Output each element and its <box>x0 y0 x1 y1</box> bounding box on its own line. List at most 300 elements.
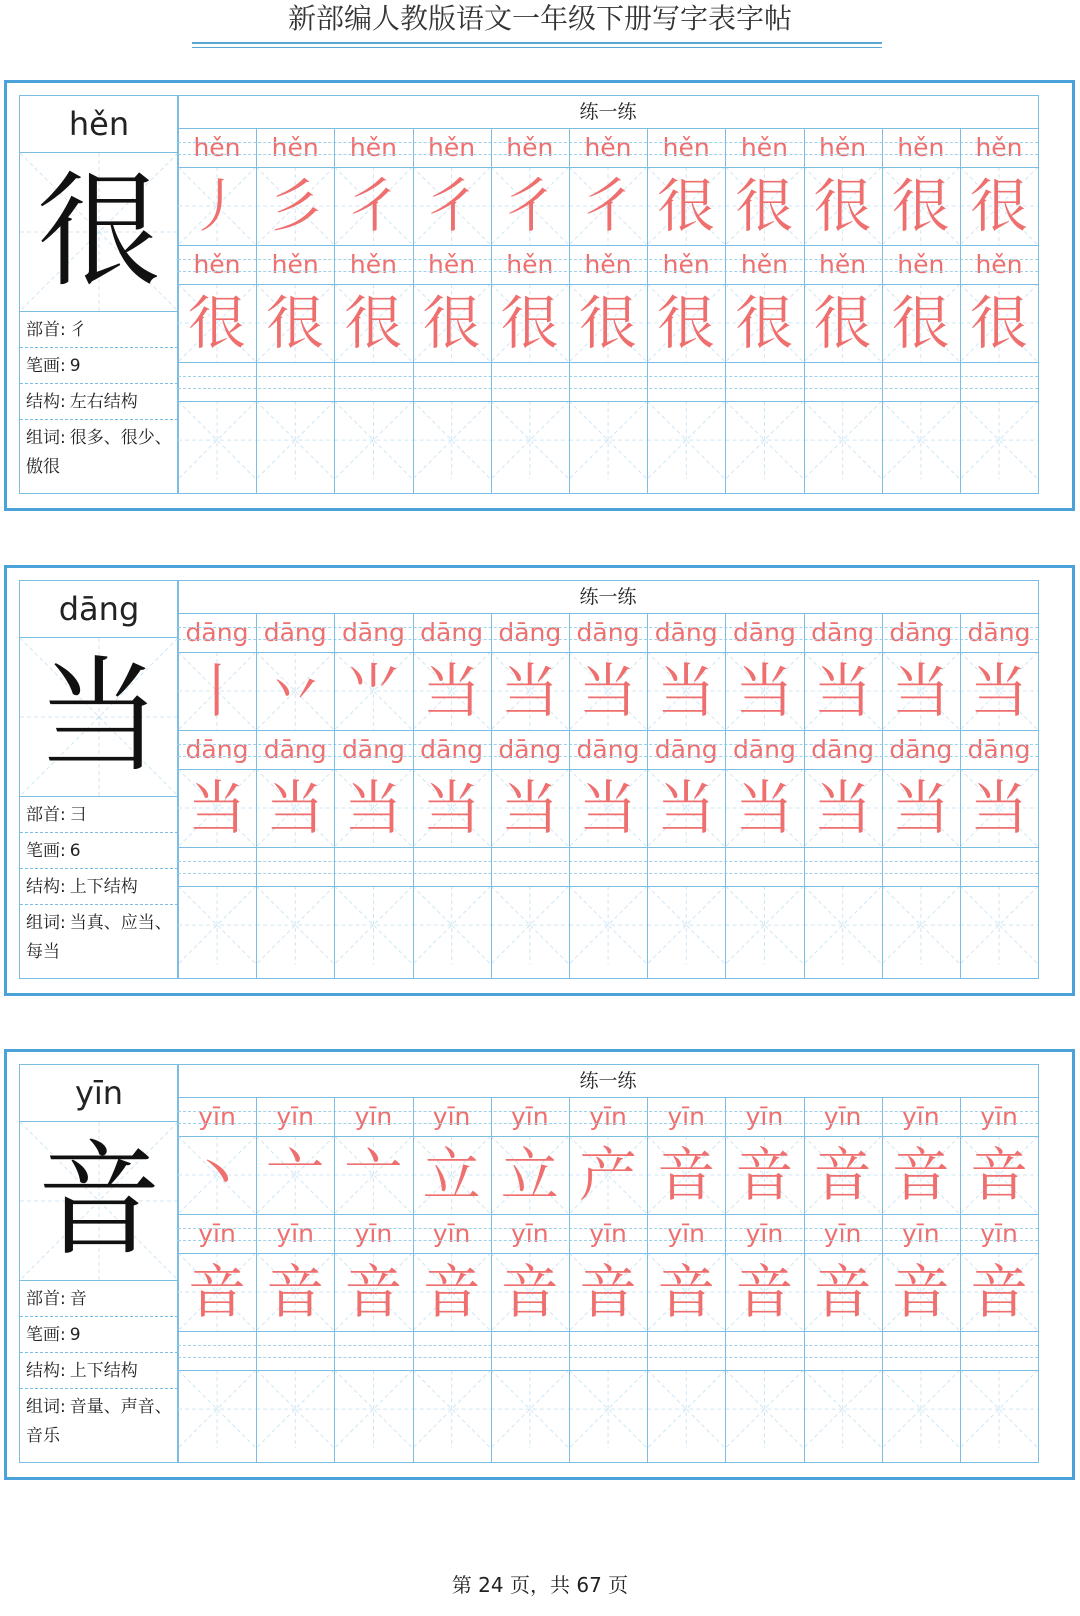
character-trace: 音 <box>891 1258 950 1326</box>
character-trace: 很 <box>969 289 1028 357</box>
character-trace: 很 <box>813 289 872 357</box>
pinyin-trace: dāng <box>967 618 1031 647</box>
pinyin-guide-line <box>178 744 1038 745</box>
blank-writing-cell[interactable] <box>334 401 412 493</box>
main-pinyin: dāng <box>20 581 178 638</box>
stroke-order-trace: 音 <box>657 1141 716 1209</box>
pinyin-trace: dāng <box>732 735 796 764</box>
character-trace: 当 <box>422 774 481 842</box>
blank-writing-cell[interactable] <box>569 886 647 978</box>
stroke-order-trace: 丨 <box>187 657 246 725</box>
character-block <box>4 80 1075 511</box>
blank-pinyin-cell[interactable] <box>804 848 882 886</box>
pinyin-guide-line <box>178 756 1038 757</box>
structure-info <box>20 384 178 420</box>
character-trace: 音 <box>578 1258 637 1326</box>
pinyin-guide-line <box>178 388 1038 389</box>
main-character-cell <box>20 638 178 797</box>
pinyin-guide-line <box>178 1111 1038 1112</box>
stroke-order-trace: 丶 <box>187 1141 246 1209</box>
blank-pinyin-cell[interactable] <box>725 1332 803 1370</box>
pinyin-trace: dāng <box>967 735 1031 764</box>
blank-writing-cell[interactable] <box>256 1370 334 1462</box>
pinyin-trace: yīn <box>511 1219 549 1248</box>
radical-info-label: 部首: <box>26 805 66 825</box>
pinyin-trace: dāng <box>576 735 640 764</box>
stroke-order-trace: 丷 <box>266 657 325 725</box>
blank-writing-cell[interactable] <box>256 401 334 493</box>
column-divider <box>256 614 257 978</box>
words-info <box>20 905 178 979</box>
character-trace: 音 <box>344 1258 403 1326</box>
pinyin-trace: dāng <box>811 735 875 764</box>
character-trace: 音 <box>266 1258 325 1326</box>
pinyin-trace: hěn <box>193 133 241 162</box>
blank-pinyin-cell[interactable] <box>491 1332 569 1370</box>
practice-grid <box>177 580 1039 979</box>
column-divider <box>569 129 570 493</box>
pinyin-guide-line <box>178 627 1038 628</box>
blank-pinyin-cell[interactable] <box>804 363 882 401</box>
blank-pinyin-cell[interactable] <box>413 1332 491 1370</box>
pinyin-trace: hěn <box>584 250 632 279</box>
character-block <box>4 565 1075 996</box>
structure-info-label: 结构: <box>26 392 66 412</box>
stroke-order-trace: 很 <box>969 172 1028 240</box>
stroke-order-trace: 音 <box>891 1141 950 1209</box>
character-trace: 当 <box>813 774 872 842</box>
blank-writing-cell[interactable] <box>647 1370 725 1462</box>
column-divider <box>725 129 726 493</box>
blank-writing-cell[interactable] <box>491 1370 569 1462</box>
column-divider <box>960 1098 961 1462</box>
pinyin-trace: yīn <box>667 1219 705 1248</box>
blank-pinyin-cell[interactable] <box>960 1332 1038 1370</box>
stroke-order-trace: 亠 <box>344 1141 403 1209</box>
pinyin-trace: hěn <box>897 133 945 162</box>
pinyin-trace: hěn <box>662 250 710 279</box>
column-divider <box>647 614 648 978</box>
main-character-cell <box>20 153 178 312</box>
blank-pinyin-cell[interactable] <box>178 363 256 401</box>
pinyin-trace: dāng <box>889 735 953 764</box>
pinyin-trace: hěn <box>740 250 788 279</box>
column-divider <box>413 614 414 978</box>
stroke-order-trace: 彳 <box>500 172 559 240</box>
stroke-order-trace: 丿 <box>187 172 246 240</box>
column-divider <box>334 614 335 978</box>
radical-info-label: 部首: <box>26 320 66 340</box>
column-divider <box>413 1098 414 1462</box>
character-info-panel <box>19 580 179 979</box>
blank-writing-cell[interactable] <box>647 886 725 978</box>
page-number: 第 24 页，共 67 页 <box>451 1573 629 1597</box>
pinyin-trace: dāng <box>341 735 405 764</box>
column-divider <box>569 1098 570 1462</box>
pinyin-trace: yīn <box>198 1102 236 1131</box>
main-character-cell <box>20 1122 178 1281</box>
character-trace: 音 <box>422 1258 481 1326</box>
pinyin-guide-line <box>178 1357 1038 1358</box>
character-info-panel <box>19 1064 179 1463</box>
pinyin-trace: dāng <box>654 735 718 764</box>
blank-pinyin-cell[interactable] <box>882 848 960 886</box>
pinyin-trace: dāng <box>889 618 953 647</box>
blank-pinyin-cell[interactable] <box>178 1332 256 1370</box>
character-trace: 当 <box>969 774 1028 842</box>
character-trace: 当 <box>578 774 637 842</box>
blank-writing-cell[interactable] <box>725 886 803 978</box>
column-divider <box>882 614 883 978</box>
pinyin-trace: hěn <box>349 250 397 279</box>
blank-pinyin-cell[interactable] <box>569 848 647 886</box>
blank-pinyin-cell[interactable] <box>491 848 569 886</box>
pinyin-trace: yīn <box>902 1102 940 1131</box>
radical-info-label: 部首: <box>26 1289 66 1309</box>
stroke-order-trace: ⺌ <box>344 657 403 725</box>
stroke-order-trace: 当 <box>657 657 716 725</box>
blank-writing-cell[interactable] <box>569 1370 647 1462</box>
blank-writing-cell[interactable] <box>882 886 960 978</box>
stroke-order-trace: 很 <box>735 172 794 240</box>
column-divider <box>960 129 961 493</box>
character-trace: 音 <box>735 1258 794 1326</box>
stroke-order-trace: 音 <box>735 1141 794 1209</box>
radical-info <box>20 1281 178 1317</box>
pinyin-trace: hěn <box>428 133 476 162</box>
character-info-panel <box>19 95 179 494</box>
stroke-order-trace: 立 <box>422 1141 481 1209</box>
blank-writing-cell[interactable] <box>256 886 334 978</box>
character-trace: 很 <box>187 289 246 357</box>
character-trace: 当 <box>187 774 246 842</box>
column-divider <box>804 1098 805 1462</box>
practice-heading: 练一练 <box>178 581 1038 614</box>
stroke-order-trace: 很 <box>891 172 950 240</box>
column-divider <box>256 129 257 493</box>
stroke-order-trace: 当 <box>578 657 637 725</box>
column-divider <box>882 1098 883 1462</box>
main-pinyin: hěn <box>20 96 178 153</box>
pinyin-trace: yīn <box>276 1102 314 1131</box>
character-block <box>4 1049 1075 1480</box>
blank-writing-cell[interactable] <box>413 401 491 493</box>
pinyin-trace: yīn <box>354 1219 393 1248</box>
blank-writing-cell[interactable] <box>178 401 256 493</box>
blank-pinyin-cell[interactable] <box>334 363 412 401</box>
pinyin-trace: yīn <box>589 1219 627 1248</box>
pinyin-trace: dāng <box>654 618 718 647</box>
pinyin-trace: dāng <box>498 618 562 647</box>
stroke-count-info <box>20 348 178 384</box>
character-trace: 很 <box>266 289 325 357</box>
blank-pinyin-cell[interactable] <box>725 848 803 886</box>
pinyin-guide-line <box>178 1123 1038 1124</box>
character-trace: 很 <box>735 289 794 357</box>
blank-pinyin-cell[interactable] <box>256 1332 334 1370</box>
pinyin-trace: yīn <box>432 1102 471 1131</box>
pinyin-trace: dāng <box>811 618 875 647</box>
stroke-count-info <box>20 833 178 869</box>
blank-pinyin-cell[interactable] <box>413 848 491 886</box>
structure-info-value: 左右结构 <box>69 392 138 412</box>
pinyin-trace: hěn <box>428 250 476 279</box>
column-divider <box>334 129 335 493</box>
blank-writing-cell[interactable] <box>491 886 569 978</box>
pinyin-trace: hěn <box>271 133 319 162</box>
structure-info-value: 上下结构 <box>69 877 138 897</box>
radical-info-value: 音 <box>69 1289 87 1309</box>
column-divider <box>491 614 492 978</box>
character-trace: 音 <box>657 1258 716 1326</box>
pinyin-trace: hěn <box>193 250 241 279</box>
pinyin-guide-line <box>178 1240 1038 1241</box>
blank-writing-cell[interactable] <box>334 886 412 978</box>
blank-writing-cell[interactable] <box>960 886 1038 978</box>
pinyin-trace: yīn <box>745 1219 784 1248</box>
main-character: 音 <box>36 1129 161 1273</box>
stroke-order-trace: 当 <box>969 657 1028 725</box>
stroke-count-info-label: 笔画: <box>26 1325 66 1345</box>
stroke-order-trace: 立 <box>500 1141 559 1209</box>
pinyin-trace: hěn <box>819 250 867 279</box>
blank-writing-cell[interactable] <box>882 1370 960 1462</box>
main-pinyin: yīn <box>20 1065 178 1122</box>
practice-heading: 练一练 <box>178 1065 1038 1098</box>
pinyin-trace: yīn <box>823 1102 862 1131</box>
column-divider <box>960 614 961 978</box>
practice-heading: 练一练 <box>178 96 1038 129</box>
words-value: 很多、很少、傲很 <box>26 428 172 477</box>
character-trace: 当 <box>657 774 716 842</box>
words-label: 组词: <box>26 1397 66 1417</box>
character-trace: 当 <box>500 774 559 842</box>
pinyin-trace: dāng <box>341 618 405 647</box>
blank-pinyin-cell[interactable] <box>491 363 569 401</box>
stroke-count-info-value: 9 <box>69 1325 81 1345</box>
blank-pinyin-cell[interactable] <box>413 363 491 401</box>
stroke-order-trace: 很 <box>813 172 872 240</box>
blank-pinyin-cell[interactable] <box>256 363 334 401</box>
column-divider <box>804 614 805 978</box>
character-trace: 很 <box>657 289 716 357</box>
blank-writing-cell[interactable] <box>413 886 491 978</box>
blank-pinyin-cell[interactable] <box>647 1332 725 1370</box>
radical-info-value: 彐 <box>69 805 87 825</box>
column-divider <box>491 129 492 493</box>
pinyin-trace: yīn <box>667 1102 705 1131</box>
blank-pinyin-cell[interactable] <box>725 363 803 401</box>
pinyin-trace: dāng <box>263 618 327 647</box>
pinyin-trace: hěn <box>975 133 1023 162</box>
main-character: 当 <box>36 645 161 789</box>
words-value: 音量、声音、音乐 <box>26 1397 172 1446</box>
character-trace: 音 <box>187 1258 246 1326</box>
column-divider <box>647 129 648 493</box>
stroke-count-info <box>20 1317 178 1353</box>
pinyin-guide-line <box>178 1345 1038 1346</box>
pinyin-trace: yīn <box>902 1219 940 1248</box>
pinyin-trace: yīn <box>980 1102 1018 1131</box>
stroke-order-trace: 彳 <box>344 172 403 240</box>
pinyin-trace: yīn <box>745 1102 784 1131</box>
pinyin-trace: hěn <box>506 133 554 162</box>
column-divider <box>882 129 883 493</box>
practice-grid <box>177 95 1039 494</box>
pinyin-trace: yīn <box>354 1102 393 1131</box>
blank-writing-cell[interactable] <box>178 886 256 978</box>
stroke-order-trace: 当 <box>500 657 559 725</box>
structure-info-label: 结构: <box>26 877 66 897</box>
pinyin-trace: dāng <box>420 618 484 647</box>
pinyin-trace: hěn <box>271 250 319 279</box>
character-trace: 当 <box>344 774 403 842</box>
character-trace: 很 <box>500 289 559 357</box>
blank-pinyin-cell[interactable] <box>882 363 960 401</box>
blank-pinyin-cell[interactable] <box>178 848 256 886</box>
pinyin-trace: yīn <box>432 1219 471 1248</box>
blank-pinyin-cell[interactable] <box>256 848 334 886</box>
radical-info <box>20 797 178 833</box>
radical-info-value: 彳 <box>69 320 87 340</box>
stroke-order-trace: 当 <box>813 657 872 725</box>
stroke-order-trace: 音 <box>969 1141 1028 1209</box>
pinyin-guide-line <box>178 861 1038 862</box>
column-divider <box>647 1098 648 1462</box>
pinyin-trace: hěn <box>740 133 788 162</box>
structure-info <box>20 869 178 905</box>
stroke-count-info-label: 笔画: <box>26 356 66 376</box>
blank-writing-cell[interactable] <box>960 1370 1038 1462</box>
pinyin-trace: dāng <box>498 735 562 764</box>
character-trace: 很 <box>578 289 637 357</box>
blank-pinyin-cell[interactable] <box>334 1332 412 1370</box>
blank-writing-cell[interactable] <box>413 1370 491 1462</box>
stroke-count-info-value: 9 <box>69 356 81 376</box>
blank-pinyin-cell[interactable] <box>804 1332 882 1370</box>
pinyin-trace: hěn <box>897 250 945 279</box>
words-value: 当真、应当、每当 <box>26 913 172 962</box>
title-underline <box>192 42 882 44</box>
character-trace: 音 <box>500 1258 559 1326</box>
blank-writing-cell[interactable] <box>804 401 882 493</box>
stroke-order-trace: 彳 <box>578 172 637 240</box>
stroke-order-trace: 音 <box>813 1141 872 1209</box>
stroke-count-info-value: 6 <box>69 841 81 861</box>
pinyin-trace: dāng <box>185 618 249 647</box>
column-divider <box>725 1098 726 1462</box>
blank-writing-cell[interactable] <box>804 886 882 978</box>
pinyin-trace: yīn <box>511 1102 549 1131</box>
page-title: 新部编人教版语文一年级下册写字表字帖 <box>287 2 792 35</box>
pinyin-guide-line <box>178 1228 1038 1229</box>
column-divider <box>491 1098 492 1462</box>
blank-writing-cell[interactable] <box>882 401 960 493</box>
character-trace: 音 <box>813 1258 872 1326</box>
stroke-order-trace: 彳 <box>422 172 481 240</box>
stroke-order-trace: 亠 <box>266 1141 325 1209</box>
pinyin-guide-line <box>178 271 1038 272</box>
words-label: 组词: <box>26 913 66 933</box>
blank-writing-cell[interactable] <box>569 401 647 493</box>
pinyin-trace: yīn <box>276 1219 314 1248</box>
structure-info-label: 结构: <box>26 1361 66 1381</box>
pinyin-guide-line <box>178 873 1038 874</box>
blank-pinyin-cell[interactable] <box>334 848 412 886</box>
blank-writing-cell[interactable] <box>725 401 803 493</box>
stroke-order-trace: 很 <box>657 172 716 240</box>
pinyin-trace: hěn <box>584 133 632 162</box>
pinyin-guide-line <box>178 142 1038 143</box>
stroke-order-trace: 当 <box>891 657 950 725</box>
blank-writing-cell[interactable] <box>491 401 569 493</box>
blank-writing-cell[interactable] <box>725 1370 803 1462</box>
column-divider <box>256 1098 257 1462</box>
column-divider <box>569 614 570 978</box>
stroke-order-trace: 产 <box>578 1141 637 1209</box>
blank-pinyin-cell[interactable] <box>882 1332 960 1370</box>
blank-pinyin-cell[interactable] <box>569 1332 647 1370</box>
pinyin-trace: yīn <box>198 1219 236 1248</box>
pinyin-trace: hěn <box>975 250 1023 279</box>
pinyin-trace: hěn <box>349 133 397 162</box>
blank-writing-cell[interactable] <box>647 401 725 493</box>
blank-pinyin-cell[interactable] <box>647 363 725 401</box>
pinyin-trace: dāng <box>732 618 796 647</box>
pinyin-guide-line <box>178 154 1038 155</box>
pinyin-guide-line <box>178 259 1038 260</box>
pinyin-trace: yīn <box>589 1102 627 1131</box>
pinyin-guide-line <box>178 639 1038 640</box>
character-trace: 很 <box>344 289 403 357</box>
words-label: 组词: <box>26 428 66 448</box>
practice-grid <box>177 1064 1039 1463</box>
blank-writing-cell[interactable] <box>334 1370 412 1462</box>
pinyin-trace: dāng <box>420 735 484 764</box>
blank-pinyin-cell[interactable] <box>960 363 1038 401</box>
stroke-order-trace: 彡 <box>266 172 325 240</box>
blank-writing-cell[interactable] <box>804 1370 882 1462</box>
pinyin-trace: hěn <box>506 250 554 279</box>
column-divider <box>804 129 805 493</box>
character-trace: 很 <box>422 289 481 357</box>
title-underline-thin <box>192 47 882 48</box>
pinyin-trace: hěn <box>662 133 710 162</box>
blank-pinyin-cell[interactable] <box>960 848 1038 886</box>
blank-pinyin-cell[interactable] <box>647 848 725 886</box>
stroke-order-trace: 当 <box>735 657 794 725</box>
pinyin-trace: hěn <box>819 133 867 162</box>
blank-writing-cell[interactable] <box>178 1370 256 1462</box>
column-divider <box>334 1098 335 1462</box>
pinyin-trace: dāng <box>263 735 327 764</box>
words-info <box>20 1389 178 1463</box>
pinyin-trace: dāng <box>576 618 640 647</box>
character-trace: 很 <box>891 289 950 357</box>
pinyin-trace: yīn <box>823 1219 862 1248</box>
stroke-order-trace: 当 <box>422 657 481 725</box>
words-info <box>20 420 178 494</box>
character-trace: 当 <box>735 774 794 842</box>
structure-info <box>20 1353 178 1389</box>
blank-writing-cell[interactable] <box>960 401 1038 493</box>
structure-info-value: 上下结构 <box>69 1361 138 1381</box>
pinyin-guide-line <box>178 376 1038 377</box>
character-trace: 音 <box>969 1258 1028 1326</box>
pinyin-trace: dāng <box>185 735 249 764</box>
stroke-count-info-label: 笔画: <box>26 841 66 861</box>
blank-pinyin-cell[interactable] <box>569 363 647 401</box>
